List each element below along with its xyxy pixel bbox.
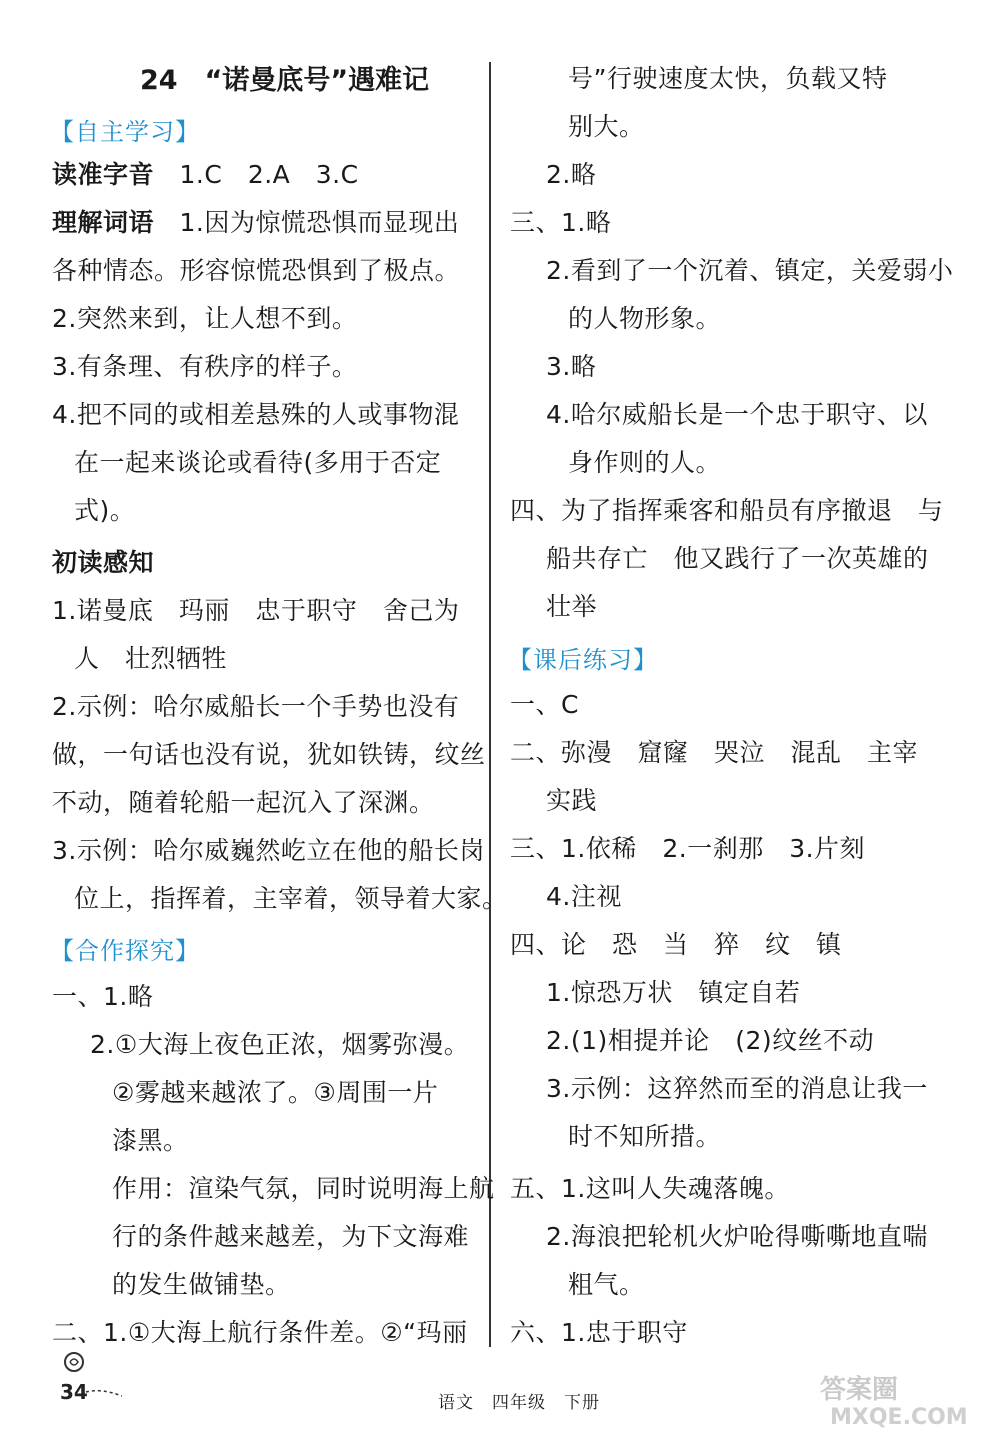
section-tag-zizhu: 【自主学习】: [50, 118, 200, 146]
text-line: 3.示例：这猝然而至的消息让我一: [546, 1074, 928, 1103]
text-line: 行的条件越来越差，为下文海难: [112, 1222, 470, 1251]
text-line: 4.把不同的或相差悬殊的人或事物混: [52, 400, 460, 429]
section-tag-kehou: 【课后练习】: [508, 646, 658, 674]
text-line: 3.有条理、有秩序的样子。: [52, 352, 358, 381]
text-line: 2.看到了一个沉着、镇定，关爱弱小: [546, 256, 954, 285]
footer-subject: 语文 四年级 下册: [438, 1393, 600, 1413]
text-line: 式)。: [74, 496, 136, 525]
text-line: 1.惊恐万状 镇定自若: [546, 978, 801, 1007]
text-line: 2.略: [546, 160, 597, 189]
text-line: 二、1.①大海上航行条件差。②“玛丽: [52, 1318, 468, 1347]
text-line: 做，一句话也没有说，犹如铁铸，纹丝: [52, 740, 486, 769]
text-line: 2.海浪把轮机火炉呛得嘶嘶地直喘: [546, 1222, 928, 1251]
text-line: 4.注视: [546, 882, 622, 911]
text-line: 五、1.这叫人失魂落魄。: [510, 1174, 790, 1203]
text-line: 别大。: [568, 112, 645, 141]
text-line: 的发生做铺垫。: [112, 1270, 291, 1299]
subheading-cdgz: 初读感知: [52, 548, 155, 577]
text-line: 六、1.忠于职守: [510, 1318, 688, 1347]
text-line: 实践: [546, 786, 598, 815]
text-line: 四、为了指挥乘客和船员有序撤退 与: [510, 496, 944, 525]
text-line: 三、1.依稀 2.一刹那 3.片刻: [510, 834, 866, 863]
text-line: 3.略: [546, 352, 597, 381]
line-dzzy: 读准字音 1.C 2.A 3.C: [52, 160, 359, 189]
watermark-url: MXQE.COM: [830, 1405, 968, 1430]
section-tag-hezuo: 【合作探究】: [50, 937, 200, 965]
text-line: 三、1.略: [510, 208, 612, 237]
text-line: 2.突然来到，让人想不到。: [52, 304, 358, 333]
text-line: 不动，随着轮船一起沉入了深渊。: [52, 788, 435, 817]
text-line: 2.示例：哈尔威船长一个手势也没有: [52, 692, 460, 721]
page-title: 24 “诺曼底号”遇难记: [140, 65, 430, 96]
text-line: 在一起来谈论或看待(多用于否定: [74, 448, 442, 477]
text-line: 作用：渲染气氛，同时说明海上航: [112, 1174, 495, 1203]
text-line: 的人物形象。: [568, 304, 722, 333]
line-ljcy: 理解词语 1.因为惊慌恐惧而显现出: [52, 208, 460, 237]
page-number: 34: [60, 1380, 88, 1404]
text-line: 各种情态。形容惊慌恐惧到了极点。: [52, 256, 461, 285]
text-line: 时不知所措。: [568, 1122, 722, 1151]
watermark-logo: 答案圈: [820, 1375, 899, 1405]
text-line: 一、C: [510, 690, 579, 719]
text-line: 位上，指挥着，主宰着，领导着大家。: [74, 884, 508, 913]
text-line: 漆黑。: [112, 1126, 189, 1155]
text-line: 身作则的人。: [568, 448, 722, 477]
text-line: 二、弥漫 窟窿 哭泣 混乱 主宰: [510, 738, 919, 767]
text-line: 2.①大海上夜色正浓，烟雾弥漫。: [90, 1030, 470, 1059]
text-line: 四、论 恐 当 猝 纹 镇: [510, 930, 842, 959]
text-line: 一、1.略: [52, 982, 154, 1011]
text-line: 4.哈尔威船长是一个忠于职守、以: [546, 400, 928, 429]
text-line: 号”行驶速度太快，负载又特: [568, 64, 888, 93]
column-divider: [489, 62, 491, 1347]
text-line: ②雾越来越浓了。③周围一片: [112, 1078, 439, 1107]
text-line: 1.诺曼底 玛丽 忠于职守 舍己为: [52, 596, 460, 625]
text-line: 壮举: [546, 592, 598, 621]
text-line: 人 壮烈牺牲: [74, 644, 228, 673]
text-line: 粗气。: [568, 1270, 645, 1299]
text-line: 2.(1)相提并论 (2)纹丝不动: [546, 1026, 875, 1055]
text-line: 船共存亡 他又践行了一次英雄的: [546, 544, 929, 573]
text-line: 3.示例：哈尔威巍然屹立在他的船长岗: [52, 836, 485, 865]
